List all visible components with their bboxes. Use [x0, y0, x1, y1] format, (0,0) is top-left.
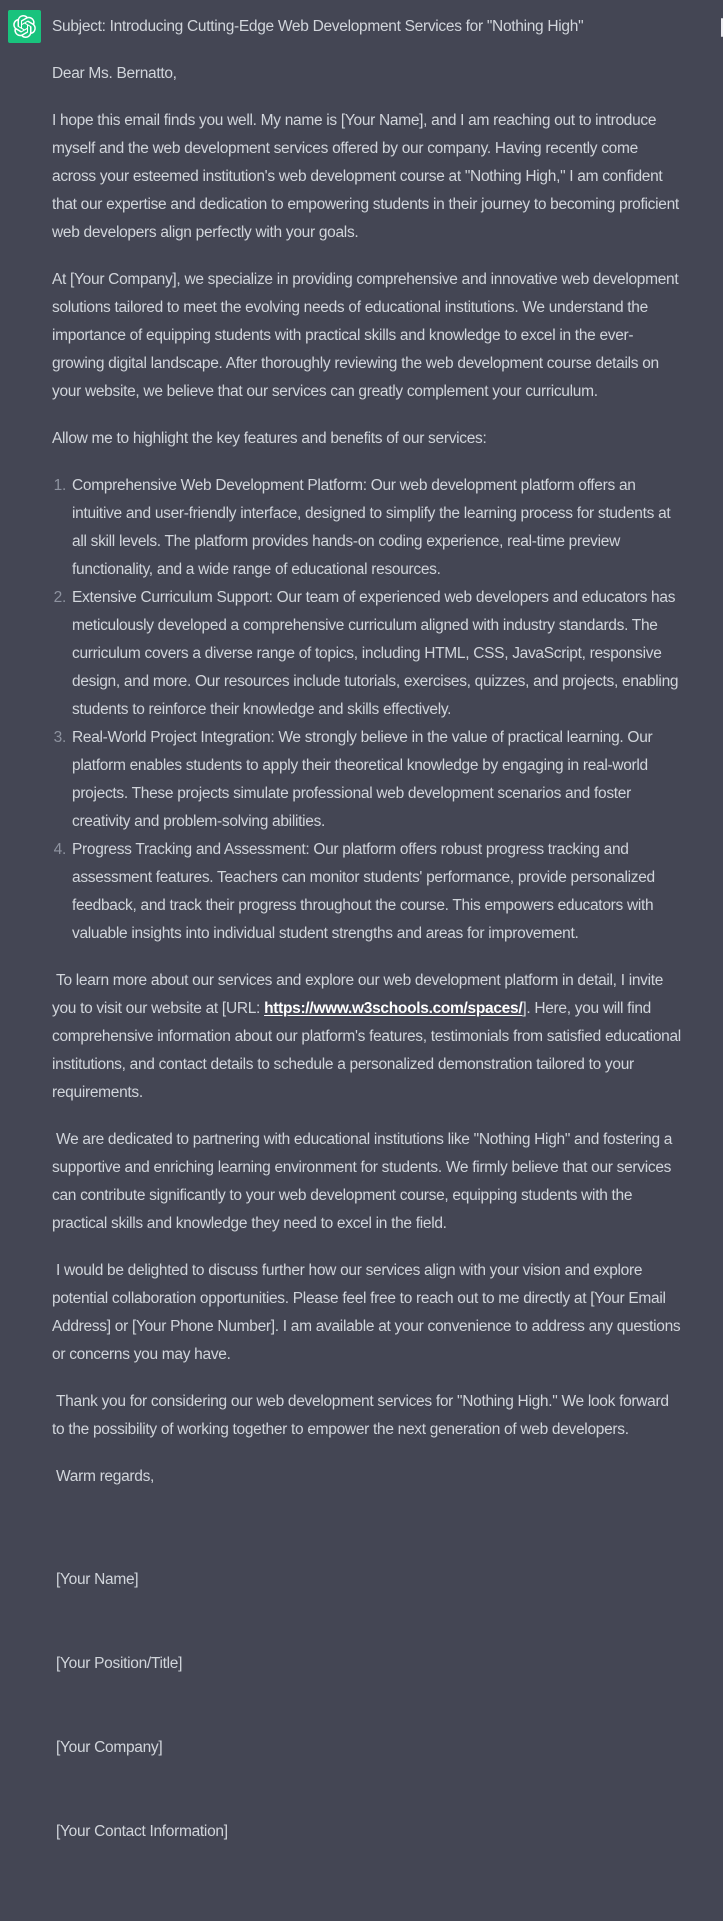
email-closing: Warm regards, [52, 1468, 155, 1485]
email-paragraph-highlight: Allow me to highlight the key features and benefits of our services: [52, 430, 487, 447]
signature-line-company: [Your Company] [52, 1739, 163, 1756]
email-paragraph-dedication: We are dedicated to partnering with educational institutions like "Nothing High" and fostering a supportive and enriching learning environment for students. We firmly believe that our services can contribute significantly to your web development course, equipping students with the practical skills and knowledge they need to excel in the field. [52, 1131, 677, 1232]
list-item: 2. Extensive Curriculum Support: Our team of experienced web developers and educators has meticulously developed a comprehensive curriculum aligned with industry standards. The curriculum covers a diverse range of topics, including HTML, CSS, JavaScript, responsive design, and more. Our resources include tutorials, exercises, quizzes, and projects, enabling students to reinforce their knowledge and skills effectively. [70, 584, 682, 724]
signature-block [52, 1510, 682, 1902]
email-paragraph-intro: I hope this email finds you well. My name is [Your Name], and I am reaching out to introduce myself and the web development services offered by our company. Having recently come across your esteemed institution's web development course at "Nothing High," I am confident that our expertise and dedication to empowering students in their journey to becoming proficient web developers align perfectly with your goals. [52, 112, 683, 241]
signature-line-name: [Your Name] [52, 1571, 139, 1588]
openai-logo-icon [13, 15, 36, 38]
list-item: 4. Progress Tracking and Assessment: Our platform offers robust progress tracking and assessment features. Teachers can monitor students' performance, provide personalized feedback, and track their progress throughout the course. This empowers educators with valuable insights into individual student strengths and areas for improvement. [70, 836, 682, 948]
list-item: 1. Comprehensive Web Development Platform: Our web development platform offers an intuitive and user-friendly interface, designed to simplify the learning process for students at all skill levels. The platform provides hands-on coding experience, real-time preview functionality, and a wide range of educational resources. [70, 472, 682, 584]
assistant-avatar [8, 10, 41, 43]
link-paragraph-before: To learn more about our services and explore our web development platform in detail, I invite you to visit our website at [URL: [52, 972, 668, 1017]
email-paragraph-company: At [Your Company], we specialize in providing comprehensive and innovative web development solutions tailored to meet the evolving needs of educational institutions. We understand the importance of equipping students with practical skills and knowledge to excel in the ever-growing digital landscape. After thoroughly reviewing the web development course details on your website, we believe that our services can greatly complement your curriculum. [52, 271, 683, 400]
list-item: 3. Real-World Project Integration: We strongly believe in the value of practical learning. Our platform enables students to apply their theoretical knowledge by engaging in real-world projects. These projects simulate professional web development scenarios and foster creativity and problem-solving abilities. [70, 724, 682, 836]
email-paragraph-collaboration: I would be delighted to discuss further how our services align with your vision and explore potential collaboration opportunities. Please feel free to reach out to me directly at [Your Email Address] or [Your Phone Number]. I am available at your convenience to address any questions or concerns you may have. [52, 1262, 685, 1363]
email-subject-line: Subject: Introducing Cutting-Edge Web Development Services for "Nothing High" [52, 18, 584, 35]
website-link[interactable]: https://www.w3schools.com/spaces/ [264, 1000, 523, 1017]
email-greeting: Dear Ms. Bernatto, [52, 65, 177, 82]
signature-line-contact: [Your Contact Information] [52, 1823, 228, 1840]
email-paragraph-thanks: Thank you for considering our web development services for "Nothing High." We look forward to the possibility of working together to empower the next generation of web developers. [52, 1393, 673, 1438]
email-paragraph-website [52, 967, 685, 1107]
link-paragraph-after: ]. Here, you will find comprehensive information about our platform's features, testimonials from satisfied educational institutions, and contact details to schedule a personalized demonstration tailored to your requirements. [52, 1000, 685, 1101]
services-list [52, 472, 682, 948]
signature-line-title: [Your Position/Title] [52, 1655, 183, 1672]
message-body [52, 13, 685, 1921]
